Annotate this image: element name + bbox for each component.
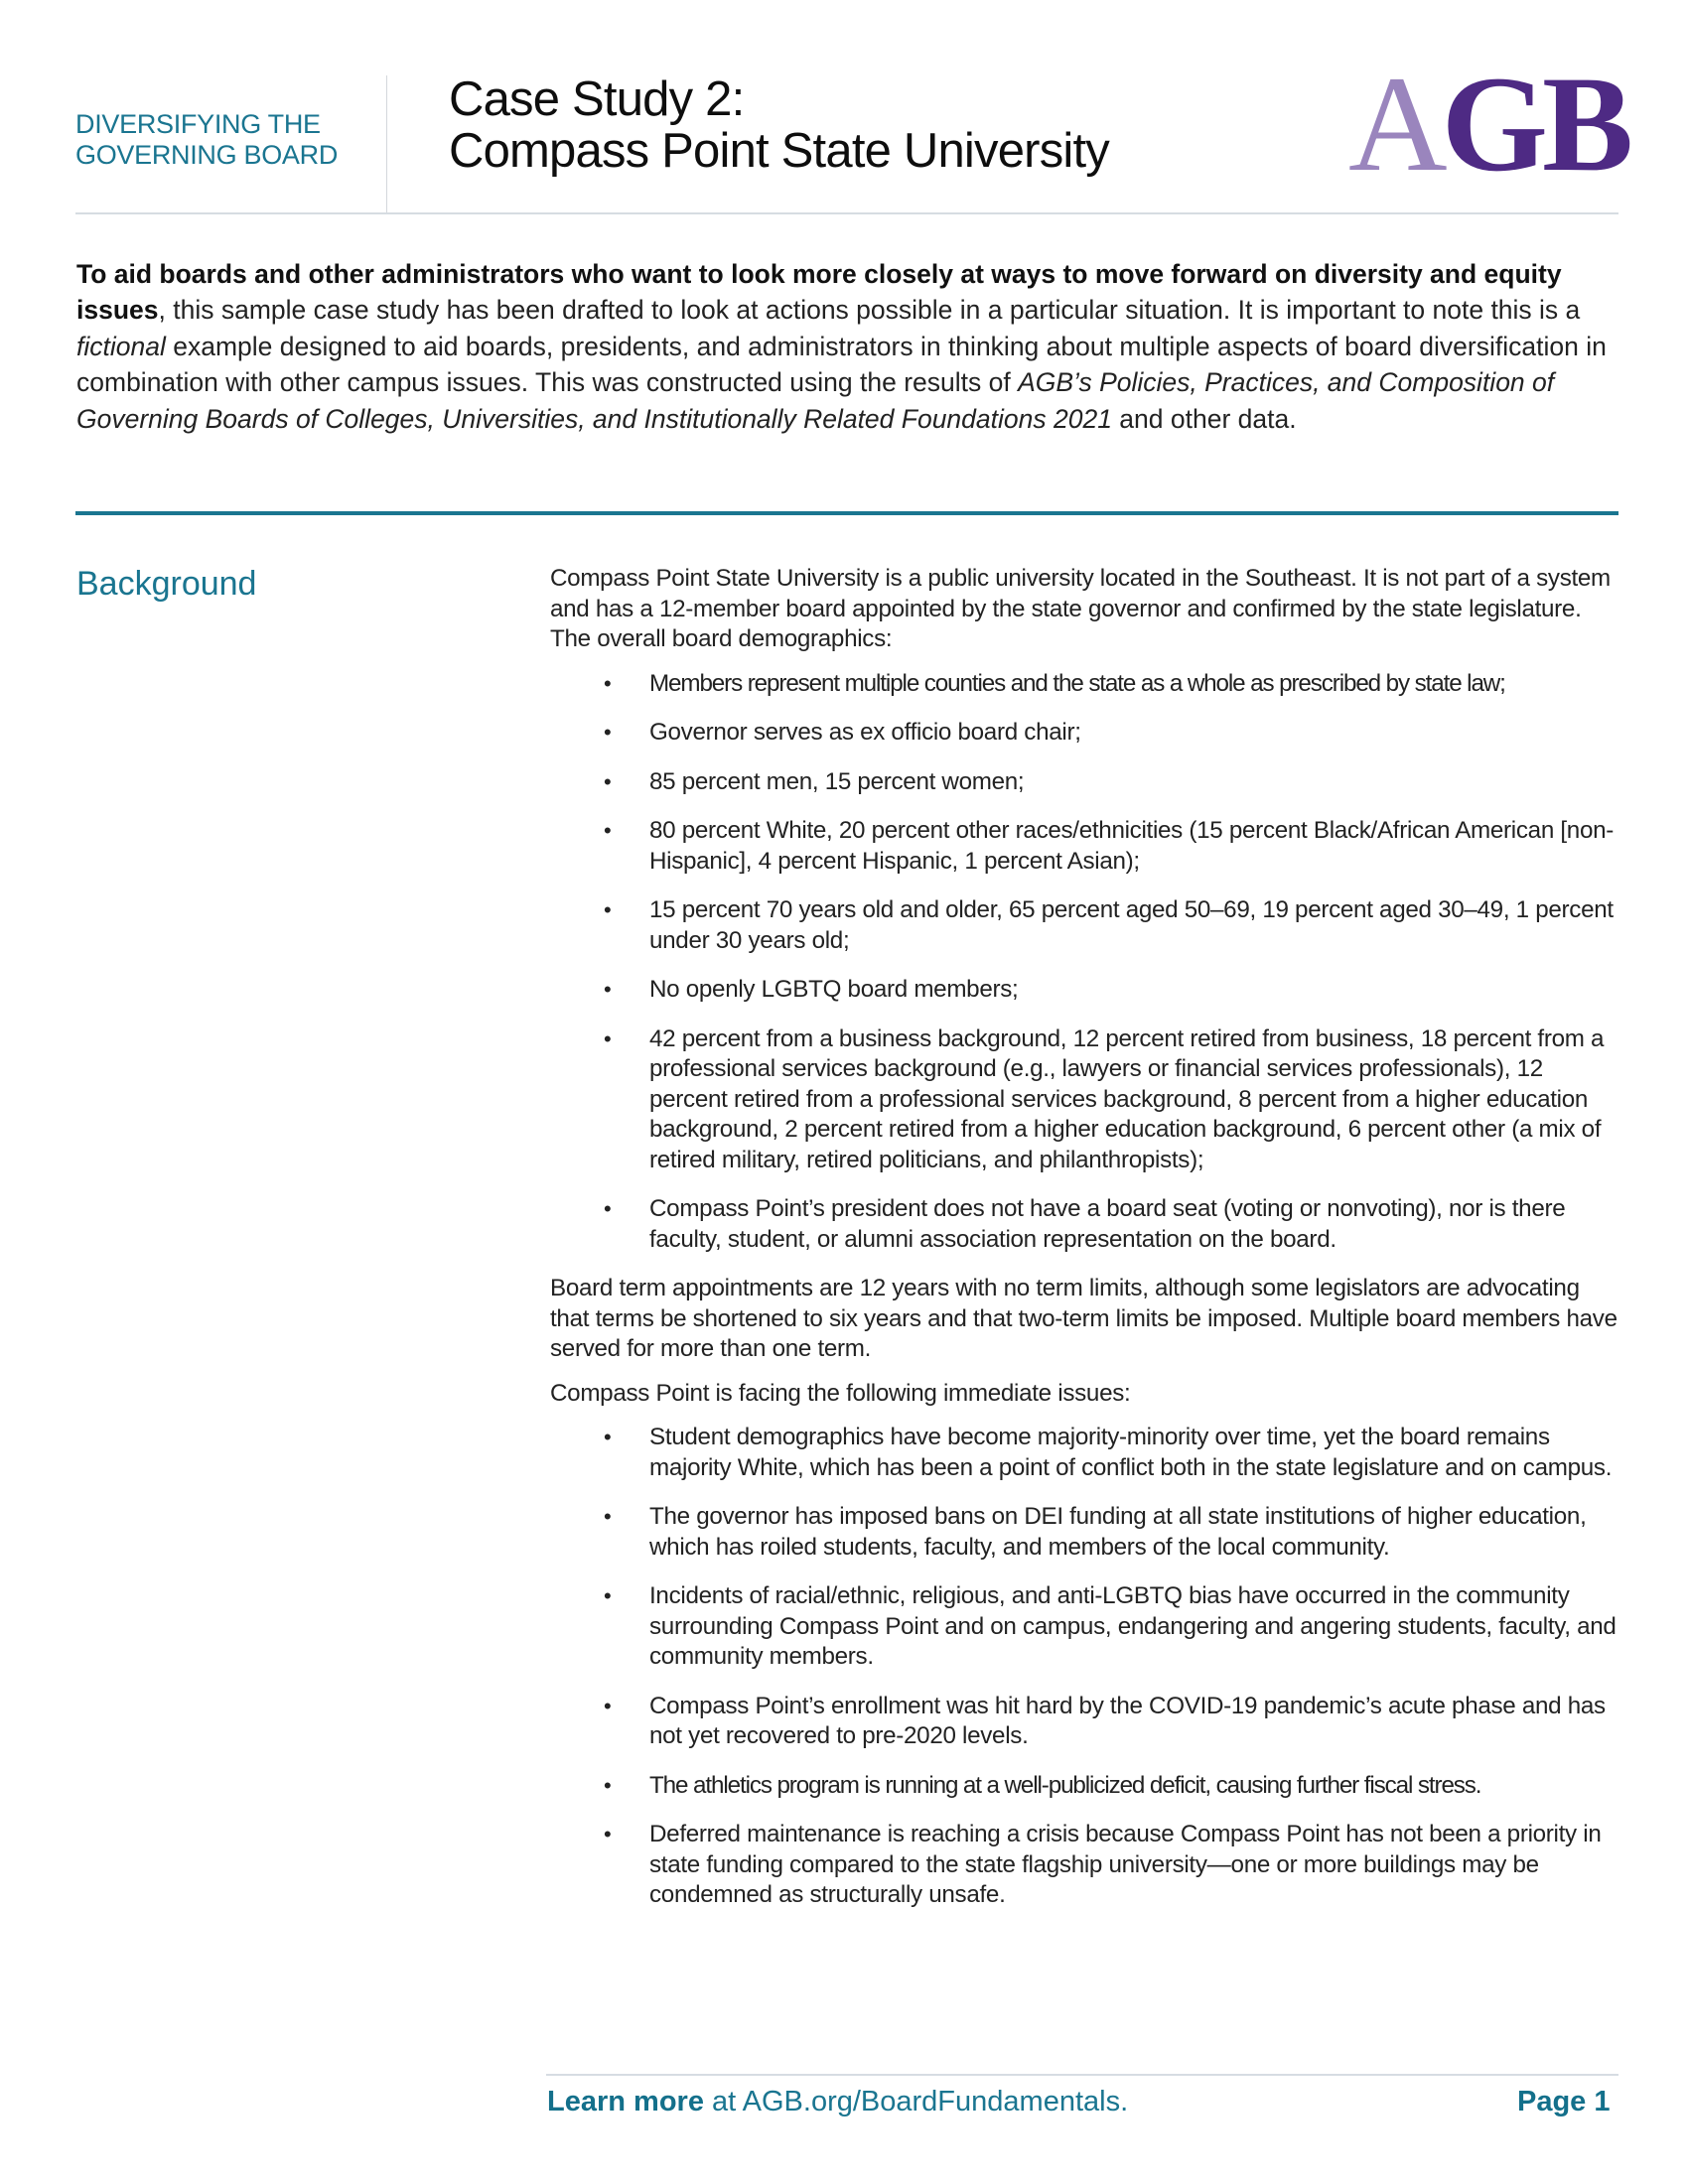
list-item: • Deferred maintenance is reaching a crisis because Compass Point has not been a priority in state funding compared to the state flagship university—one or more buildings may be condemned as structurally unsafe. [604,1821,1602,1908]
footer-learn-more-link[interactable] [547,2084,1128,2119]
bullet-icon: • [604,1583,612,1608]
intro-italic-word: fictional [76,331,166,361]
list-item: • 85 percent men, 15 percent women; [550,767,1622,798]
list-item: • Student demographics have become majority-minority over time, yet the board remains majority White, which has been a point of conflict both in the state legislature and on campus. [604,1424,1613,1481]
list-item: • The governor has imposed bans on DEI funding at all state institutions of higher education, which has roiled students, faculty, and members of the local community. [604,1503,1587,1561]
page-title [449,73,1109,177]
list-item: • 42 percent from a business background, 12 percent retired from business, 18 percent from a professional services background (e.g., lawyers or financial services professionals), 12 percent retired from a professional services background, 8 percent from a higher education background, 2 percent retired from a higher education background, 6 percent other (a mix of retired military, retired politicians, and philanthropists); [604,1024,1605,1173]
series-label-line1: DIVERSIFYING THE [75,109,321,139]
intro-text-1: , this sample case study has been drafted to look at actions possible in a particular situation. It is important to note this is a [158,295,1581,326]
bullet-icon: • [604,1196,612,1221]
list-item: • 80 percent White, 20 percent other races/ethnicities (15 percent Black/African American [non-Hispanic], 4 percent Hispanic, 1 percent Asian); [604,817,1615,875]
list-item: • Members represent multiple counties and the state as a whole as prescribed by state law; [550,669,1622,700]
bullet-icon: • [604,977,612,1002]
page-number: Page 1 [1517,2086,1611,2117]
header-divider [386,75,387,213]
bullet-icon: • [604,720,612,745]
agb-logo [1348,48,1628,200]
bullet-icon: • [604,768,612,794]
background-para-3: Compass Point is facing the following immediate issues: [550,1379,1131,1407]
page-title-line1: Case Study 2: [449,72,745,126]
section-heading-background: Background [76,565,257,603]
demographics-list [550,669,1622,1256]
bullet-icon: • [604,1693,612,1718]
section-rule [75,511,1618,515]
issues-list [550,1423,1622,1911]
bullet-icon: • [604,897,612,922]
background-para-1: Compass Point State University is a public university located in the Southeast. It is not part of a system and has a 12-member board appointed by the state governor and confirmed by the state legislature. The overall board demographics: [550,565,1611,652]
intro-text-2: example designed to aid boards, presidents, and administrators in thinking about multiple aspects of board diversification in combination with other campus issues. This was constructed using the results of [76,331,1607,398]
bullet-icon: • [604,818,612,843]
footer-learn-more-url: at AGB.org/BoardFundamentals. [703,2086,1129,2117]
series-label-line2: GOVERNING BOARD [75,140,339,170]
list-item: • Governor serves as ex officio board chair; [550,718,1622,749]
footer-rule [546,2074,1618,2076]
list-item: • 15 percent 70 years old and older, 65 percent aged 50–69, 19 percent aged 30–49, 1 percent under 30 years old; [604,896,1614,954]
bullet-icon: • [604,1025,612,1051]
bullet-icon: • [604,1425,612,1449]
list-item: • The athletics program is running at a well-publicized deficit, causing further fiscal stress. [550,1771,1622,1802]
footer-learn-more-bold: Learn more [547,2086,704,2117]
background-para-2: Board term appointments are 12 years with no term limits, although some legislators are advocating that terms be shortened to six years and that two-term limits be imposed. Multiple board members have served for more than one term. [550,1275,1618,1362]
page-title-line2: Compass Point State University [449,124,1109,178]
bullet-icon: • [604,1504,612,1529]
list-item: • Incidents of racial/ethnic, religious, and anti-LGBTQ bias have occurred in the community surrounding Compass Point and on campus, endangering and angering students, faculty, and community members. [604,1582,1617,1670]
intro-report-title: AGB’s Policies, Practices, and Composition of Governing Boards of Colleges, Universities, and Institutionally Related Foundations 2021 [76,367,1555,434]
bullet-icon: • [604,670,611,696]
agb-logo-a: A [1348,48,1442,200]
agb-logo-gb: GB [1441,48,1628,200]
bullet-icon: • [604,1822,612,1846]
intro-paragraph [76,256,1625,437]
series-label [75,109,338,171]
bullet-icon: • [604,1772,611,1798]
header-rule [75,212,1618,214]
list-item: • Compass Point’s president does not have a board seat (voting or nonvoting), nor is there faculty, student, or alumni association representation on the board. [604,1195,1566,1253]
intro-bold-lead: To aid boards and other administrators who want to look more closely at ways to move forward on diversity and equity issues [76,259,1562,326]
list-item: • Compass Point’s enrollment was hit hard by the COVID-19 pandemic’s acute phase and has not yet recovered to pre-2020 levels. [604,1692,1606,1749]
list-item: • No openly LGBTQ board members; [550,975,1622,1006]
background-body [550,564,1622,1930]
intro-text-3: and other data. [1111,403,1297,434]
